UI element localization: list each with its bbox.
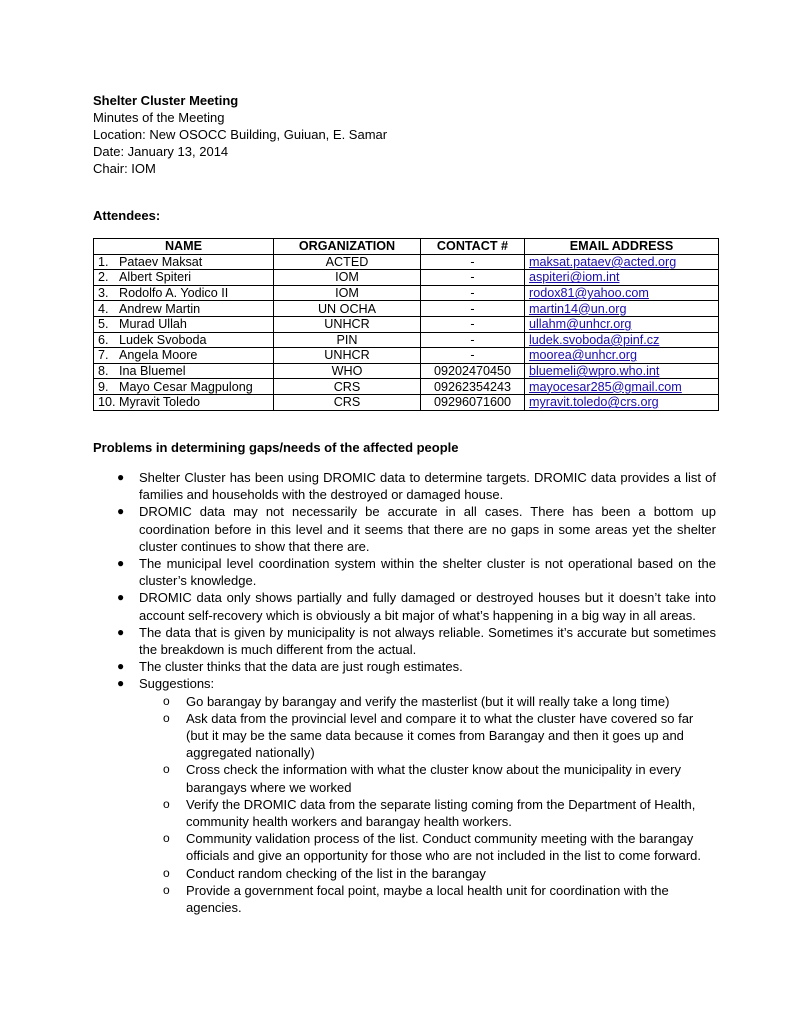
attendee-email-cell bbox=[525, 348, 719, 364]
attendee-name-cell bbox=[94, 379, 274, 395]
row-number: 2. bbox=[98, 270, 109, 285]
circle-bullet-icon: o bbox=[163, 831, 170, 846]
attendee-email-cell bbox=[525, 301, 719, 317]
attendee-email-link[interactable]: ludek.svoboda@pinf.cz bbox=[529, 332, 660, 347]
bullet-icon: ● bbox=[117, 470, 125, 484]
attendee-name-cell bbox=[94, 332, 274, 348]
circle-bullet-icon: o bbox=[163, 796, 170, 811]
column-header-email: EMAIL ADDRESS bbox=[525, 239, 719, 255]
suggestion-text: Go barangay by barangay and verify the masterlist (but it will really take a long time) bbox=[186, 693, 670, 709]
column-header-name: NAME bbox=[94, 239, 274, 255]
list-item bbox=[117, 658, 716, 675]
attendee-email-cell bbox=[525, 285, 719, 301]
problems-list bbox=[117, 469, 716, 916]
attendee-name: Mayo Cesar Magpulong bbox=[119, 379, 253, 394]
attendee-organization: UNHCR bbox=[274, 316, 421, 332]
attendee-contact: - bbox=[421, 285, 525, 301]
row-number: 4. bbox=[98, 301, 109, 316]
problems-heading: Problems in determining gaps/needs of the affected people bbox=[93, 440, 459, 455]
circle-bullet-icon: o bbox=[163, 882, 170, 897]
meeting-header bbox=[93, 92, 387, 177]
suggestion-item bbox=[163, 882, 716, 916]
attendee-email-cell bbox=[525, 254, 719, 270]
bullet-icon: ● bbox=[117, 624, 125, 639]
attendee-organization: ACTED bbox=[274, 254, 421, 270]
bullet-icon: ● bbox=[117, 556, 125, 571]
row-number: 9. bbox=[98, 379, 109, 394]
attendee-email-link[interactable]: martin14@un.org bbox=[529, 301, 627, 316]
bullet-icon: ● bbox=[117, 659, 125, 674]
meeting-location: Location: New OSOCC Building, Guiuan, E. Samar bbox=[93, 127, 388, 142]
suggestion-item bbox=[163, 710, 716, 762]
meeting-chair: Chair: IOM bbox=[93, 161, 156, 176]
attendee-email-link[interactable]: maksat.pataev@acted.org bbox=[529, 254, 677, 269]
list-item bbox=[117, 503, 716, 555]
attendee-organization: IOM bbox=[274, 270, 421, 286]
table-row bbox=[94, 254, 719, 270]
list-item-text: The cluster thinks that the data are just rough estimates. bbox=[139, 659, 463, 675]
table-row bbox=[94, 363, 719, 379]
column-header-contact: CONTACT # bbox=[421, 239, 525, 255]
list-item-text: DROMIC data only shows partially and fully damaged or destroyed houses but it doesn’t take into account self-recovery which is obviously a bit major of what’s happening in a big way in all areas. bbox=[139, 590, 716, 623]
list-item-text: The data that is given by municipality is not always reliable. Sometimes it’s accurate but sometimes the breakdown is much different from the actual. bbox=[139, 624, 716, 658]
suggestion-text: Ask data from the provincial level and compare it to what the cluster have covered so far (but it may be the same data because it comes from Barangay and then it goes up and aggregated nationally) bbox=[186, 710, 694, 761]
table-row bbox=[94, 332, 719, 348]
attendee-email-cell bbox=[525, 332, 719, 348]
attendee-email-link[interactable]: aspiteri@iom.int bbox=[529, 270, 620, 285]
attendee-email-cell bbox=[525, 379, 719, 395]
suggestion-text: Conduct random checking of the list in the barangay bbox=[186, 865, 486, 881]
suggestion-text: Verify the DROMIC data from the separate listing coming from the Department of Health, community health workers and barangay health workers. bbox=[186, 796, 696, 830]
attendee-organization: PIN bbox=[274, 332, 421, 348]
list-item bbox=[117, 675, 716, 916]
attendee-email-link[interactable]: ullahm@unhcr.org bbox=[529, 317, 632, 332]
attendee-name-cell bbox=[94, 254, 274, 270]
row-number: 6. bbox=[98, 332, 109, 347]
circle-bullet-icon: o bbox=[163, 762, 170, 777]
attendee-email-cell bbox=[525, 363, 719, 379]
meeting-title: Shelter Cluster Meeting bbox=[93, 93, 239, 108]
table-row bbox=[94, 394, 719, 410]
bullet-icon: ● bbox=[117, 504, 125, 519]
suggestions-list bbox=[163, 693, 716, 917]
table-row bbox=[94, 301, 719, 317]
attendee-email-link[interactable]: mayocesar285@gmail.com bbox=[529, 379, 682, 394]
column-header-organization: ORGANIZATION bbox=[274, 239, 421, 255]
list-item-text: The municipal level coordination system within the shelter cluster is not operational based on the cluster’s knowledge. bbox=[139, 556, 716, 589]
attendee-email-cell bbox=[525, 270, 719, 286]
attendee-name-cell bbox=[94, 394, 274, 410]
attendee-email-cell bbox=[525, 394, 719, 410]
attendee-name-cell bbox=[94, 301, 274, 317]
attendee-name: Myravit Toledo bbox=[119, 395, 200, 410]
list-item bbox=[117, 589, 716, 623]
bullet-icon: ● bbox=[117, 590, 125, 605]
attendee-email-link[interactable]: bluemeli@wpro.who.int bbox=[529, 364, 660, 379]
attendees-table-body bbox=[94, 254, 719, 410]
table-row bbox=[94, 285, 719, 301]
attendee-contact: - bbox=[421, 348, 525, 364]
row-number: 8. bbox=[98, 364, 109, 379]
attendee-name: Angela Moore bbox=[119, 348, 198, 363]
attendee-contact: 09296071600 bbox=[421, 394, 525, 410]
attendees-heading: Attendees: bbox=[93, 208, 161, 223]
suggestion-text: Cross check the information with what the cluster know about the municipality in every barangays where we worked bbox=[186, 762, 681, 795]
suggestion-text: Community validation process of the list. Conduct community meeting with the barangay officials and give an opportunity for those who are not included in the list to come forward. bbox=[186, 831, 701, 864]
table-row bbox=[94, 348, 719, 364]
table-row bbox=[94, 316, 719, 332]
list-item-text: Shelter Cluster has been using DROMIC data to determine targets. DROMIC data provides a list of families and households with the destroyed or damaged house. bbox=[139, 470, 716, 503]
attendee-email-link[interactable]: moorea@unhcr.org bbox=[529, 348, 637, 363]
attendees-table bbox=[93, 238, 719, 411]
row-number: 10. bbox=[98, 395, 116, 410]
attendee-contact: - bbox=[421, 332, 525, 348]
attendee-contact: - bbox=[421, 316, 525, 332]
row-number: 7. bbox=[98, 348, 109, 363]
circle-bullet-icon: o bbox=[163, 865, 170, 880]
circle-bullet-icon: o bbox=[163, 693, 170, 708]
list-item-text: DROMIC data may not necessarily be accurate in all cases. There has been a bottom up coordination before in this level and it seems that there are no gaps in some areas yet the shelter cluster continues to show that there are. bbox=[139, 504, 716, 554]
attendee-email-cell bbox=[525, 316, 719, 332]
row-number: 3. bbox=[98, 286, 109, 301]
attendee-name-cell bbox=[94, 285, 274, 301]
row-number: 1. bbox=[98, 254, 109, 269]
attendee-name: Ina Bluemel bbox=[119, 364, 186, 379]
attendee-name: Ludek Svoboda bbox=[119, 332, 207, 347]
attendee-contact: - bbox=[421, 301, 525, 317]
attendee-name-cell bbox=[94, 316, 274, 332]
circle-bullet-icon: o bbox=[163, 710, 170, 725]
attendee-name: Andrew Martin bbox=[119, 301, 201, 316]
attendee-organization: CRS bbox=[274, 379, 421, 395]
attendee-contact: - bbox=[421, 254, 525, 270]
bullet-icon: ● bbox=[117, 676, 125, 691]
attendee-contact: - bbox=[421, 270, 525, 286]
attendee-name-cell bbox=[94, 270, 274, 286]
attendee-name-cell bbox=[94, 348, 274, 364]
attendee-organization: WHO bbox=[274, 363, 421, 379]
suggestion-item bbox=[163, 761, 716, 795]
suggestion-item bbox=[163, 830, 716, 864]
suggestion-item bbox=[163, 693, 716, 710]
list-item-text: Suggestions: bbox=[139, 676, 215, 692]
attendee-name: Pataev Maksat bbox=[119, 254, 203, 269]
list-item bbox=[117, 469, 716, 503]
meeting-date: Date: January 13, 2014 bbox=[93, 144, 229, 159]
attendee-organization: UN OCHA bbox=[274, 301, 421, 317]
row-number: 5. bbox=[98, 317, 109, 332]
attendee-contact: 09202470450 bbox=[421, 363, 525, 379]
attendee-name: Albert Spiteri bbox=[119, 270, 192, 285]
attendee-name-cell bbox=[94, 363, 274, 379]
list-item bbox=[117, 555, 716, 589]
table-row bbox=[94, 270, 719, 286]
attendee-name: Murad Ullah bbox=[119, 317, 187, 332]
attendee-contact: 09262354243 bbox=[421, 379, 525, 395]
suggestion-item bbox=[163, 796, 716, 830]
attendee-organization: IOM bbox=[274, 285, 421, 301]
attendee-organization: UNHCR bbox=[274, 348, 421, 364]
table-row bbox=[94, 379, 719, 395]
list-item bbox=[117, 624, 716, 658]
attendee-email-link[interactable]: rodox81@yahoo.com bbox=[529, 286, 649, 301]
suggestion-text: Provide a government focal point, maybe a local health unit for coordination with the agencies. bbox=[186, 882, 669, 916]
attendees-header-row bbox=[94, 239, 719, 255]
attendee-name: Rodolfo A. Yodico II bbox=[119, 286, 229, 301]
attendee-organization: CRS bbox=[274, 394, 421, 410]
suggestion-item bbox=[163, 865, 716, 882]
meeting-subtitle: Minutes of the Meeting bbox=[93, 110, 225, 125]
attendee-email-link[interactable]: myravit.toledo@crs.org bbox=[529, 395, 659, 410]
